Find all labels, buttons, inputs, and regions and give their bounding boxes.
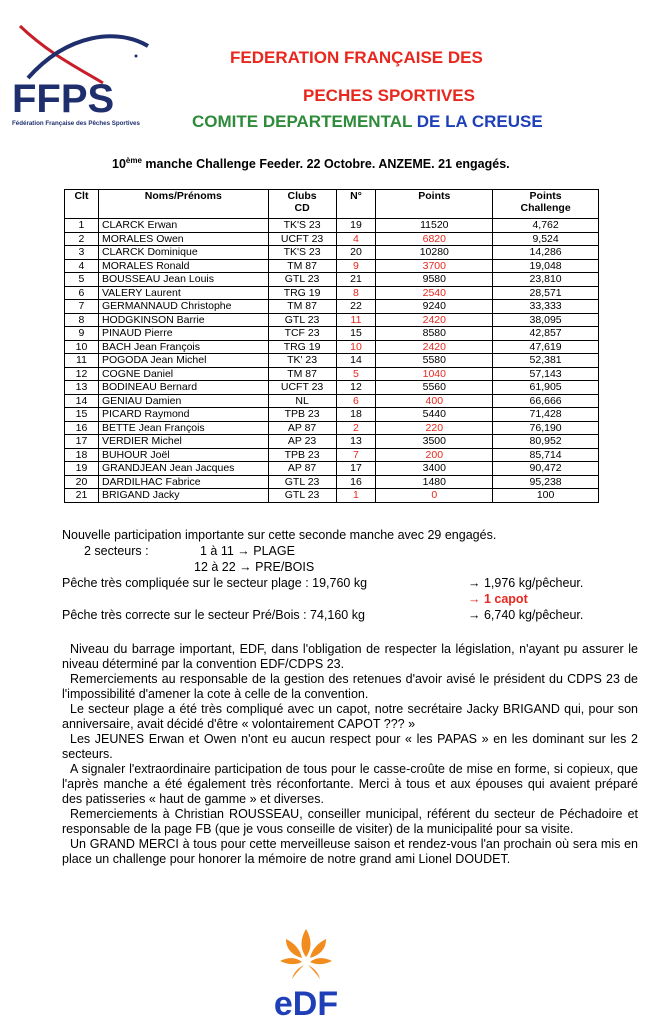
event-number-suffix: ème bbox=[125, 156, 142, 165]
challenge-cell: 9,524 bbox=[493, 232, 599, 246]
header-name: Noms/Prénoms bbox=[98, 190, 268, 219]
points-cell: 400 bbox=[376, 394, 493, 408]
name-cell: PINAUD Pierre bbox=[98, 327, 268, 341]
comite-title-blue: DE LA CREUSE bbox=[416, 112, 543, 131]
club-cell: TK'S 23 bbox=[268, 246, 336, 260]
points-cell: 1040 bbox=[376, 367, 493, 381]
number-cell: 19 bbox=[336, 219, 376, 233]
table-row bbox=[65, 475, 599, 489]
table-row bbox=[65, 273, 599, 287]
table-row bbox=[65, 367, 599, 381]
points-cell: 2420 bbox=[376, 340, 493, 354]
table-row bbox=[65, 232, 599, 246]
federation-title-line1: FEDERATION FRANÇAISE DES bbox=[230, 48, 483, 67]
challenge-cell: 100 bbox=[493, 489, 599, 503]
table-row bbox=[65, 286, 599, 300]
points-cell: 200 bbox=[376, 448, 493, 462]
number-cell: 8 bbox=[336, 286, 376, 300]
paragraph: Remerciements à Christian ROUSSEAU, conseiller municipal, référent du secteur de Péchadoire et responsable de la page FB (que je vous conseille de visiter) de la municipalité pour sa visite. bbox=[62, 807, 638, 836]
points-cell: 3500 bbox=[376, 435, 493, 449]
rank-cell: 8 bbox=[65, 313, 99, 327]
number-cell: 20 bbox=[336, 246, 376, 260]
summary-prebois-average: → 6,740 kg/pêcheur. bbox=[468, 608, 584, 622]
challenge-cell: 71,428 bbox=[493, 408, 599, 422]
number-cell: 18 bbox=[336, 408, 376, 422]
summary-plage-average: → 1,976 kg/pêcheur. bbox=[468, 576, 584, 590]
challenge-cell: 85,714 bbox=[493, 448, 599, 462]
challenge-cell: 95,238 bbox=[493, 475, 599, 489]
summary-sector-plage: 1 à 11 → PLAGE bbox=[200, 544, 295, 558]
rank-cell: 1 bbox=[65, 219, 99, 233]
summary-participation: Nouvelle participation importante sur cette seconde manche avec 29 engagés. bbox=[62, 528, 497, 542]
rank-cell: 7 bbox=[65, 300, 99, 314]
table-row bbox=[65, 300, 599, 314]
challenge-cell: 33,333 bbox=[493, 300, 599, 314]
challenge-cell: 19,048 bbox=[493, 259, 599, 273]
number-cell: 13 bbox=[336, 435, 376, 449]
challenge-cell: 38,095 bbox=[493, 313, 599, 327]
number-cell: 22 bbox=[336, 300, 376, 314]
name-cell: VERDIER Michel bbox=[98, 435, 268, 449]
number-cell: 1 bbox=[336, 489, 376, 503]
number-cell: 21 bbox=[336, 273, 376, 287]
club-cell: TK' 23 bbox=[268, 354, 336, 368]
club-cell: TRG 19 bbox=[268, 286, 336, 300]
table-row bbox=[65, 259, 599, 273]
name-cell: DARDILHAC Fabrice bbox=[98, 475, 268, 489]
rank-cell: 14 bbox=[65, 394, 99, 408]
challenge-cell: 66,666 bbox=[493, 394, 599, 408]
club-cell: UCFT 23 bbox=[268, 232, 336, 246]
federation-title-line2: PECHES SPORTIVES bbox=[303, 86, 475, 105]
club-cell: TCF 23 bbox=[268, 327, 336, 341]
paragraph: Les JEUNES Erwan et Owen n'ont eu aucun respect pour « les PAPAS » en les dominant sur les 2 secteurs. bbox=[62, 732, 638, 761]
points-cell: 8580 bbox=[376, 327, 493, 341]
club-cell: TM 87 bbox=[268, 259, 336, 273]
points-cell: 3400 bbox=[376, 462, 493, 476]
header-club: Clubs CD bbox=[268, 190, 336, 219]
challenge-cell: 28,571 bbox=[493, 286, 599, 300]
summary-plage-weight: Pêche très compliquée sur le secteur plage : 19,760 kg bbox=[62, 576, 368, 590]
club-cell: UCFT 23 bbox=[268, 381, 336, 395]
paragraph: Le secteur plage a été très compliqué avec un capot, notre secrétaire Jacky BRIGAND qui, pour son anniversaire, avait décidé d'être « volontairement CAPOT ??? » bbox=[62, 702, 638, 731]
event-description: manche Challenge Feeder. 22 Octobre. ANZEME. 21 engagés. bbox=[141, 157, 510, 172]
rank-cell: 16 bbox=[65, 421, 99, 435]
number-cell: 4 bbox=[336, 232, 376, 246]
points-cell: 6820 bbox=[376, 232, 493, 246]
name-cell: COGNE Daniel bbox=[98, 367, 268, 381]
points-cell: 5560 bbox=[376, 381, 493, 395]
rank-cell: 2 bbox=[65, 232, 99, 246]
summary-prebois-weight: Pêche très correcte sur le secteur Pré/Bois : 74,160 kg bbox=[62, 608, 365, 622]
rank-cell: 10 bbox=[65, 340, 99, 354]
name-cell: CLARCK Erwan bbox=[98, 219, 268, 233]
edf-logo bbox=[256, 925, 356, 1020]
table-row bbox=[65, 448, 599, 462]
table-row bbox=[65, 462, 599, 476]
name-cell: POGODA Jean Michel bbox=[98, 354, 268, 368]
header-number: N° bbox=[336, 190, 376, 219]
club-cell: AP 87 bbox=[268, 462, 336, 476]
rank-cell: 18 bbox=[65, 448, 99, 462]
challenge-cell: 4,762 bbox=[493, 219, 599, 233]
points-cell: 3700 bbox=[376, 259, 493, 273]
number-cell: 6 bbox=[336, 394, 376, 408]
club-cell: TRG 19 bbox=[268, 340, 336, 354]
ffps-logo bbox=[8, 8, 158, 128]
table-row bbox=[65, 408, 599, 422]
name-cell: CLARCK Dominique bbox=[98, 246, 268, 260]
number-cell: 17 bbox=[336, 462, 376, 476]
rank-cell: 15 bbox=[65, 408, 99, 422]
name-cell: GERMANNAUD Christophe bbox=[98, 300, 268, 314]
event-subtitle bbox=[112, 156, 510, 171]
number-cell: 9 bbox=[336, 259, 376, 273]
header-challenge: Points Challenge bbox=[493, 190, 599, 219]
club-cell: AP 87 bbox=[268, 421, 336, 435]
rank-cell: 20 bbox=[65, 475, 99, 489]
name-cell: GENIAU Damien bbox=[98, 394, 268, 408]
points-cell: 2420 bbox=[376, 313, 493, 327]
name-cell: BETTE Jean François bbox=[98, 421, 268, 435]
points-cell: 10280 bbox=[376, 246, 493, 260]
club-cell: TPB 23 bbox=[268, 448, 336, 462]
name-cell: MORALES Ronald bbox=[98, 259, 268, 273]
name-cell: HODGKINSON Barrie bbox=[98, 313, 268, 327]
club-cell: GTL 23 bbox=[268, 273, 336, 287]
number-cell: 16 bbox=[336, 475, 376, 489]
club-cell: GTL 23 bbox=[268, 475, 336, 489]
club-cell: GTL 23 bbox=[268, 313, 336, 327]
name-cell: VALERY Laurent bbox=[98, 286, 268, 300]
challenge-cell: 47,619 bbox=[493, 340, 599, 354]
club-cell: TPB 23 bbox=[268, 408, 336, 422]
club-cell: AP 23 bbox=[268, 435, 336, 449]
number-cell: 2 bbox=[336, 421, 376, 435]
table-row bbox=[65, 313, 599, 327]
rank-cell: 11 bbox=[65, 354, 99, 368]
summary-sector-prebois: 12 à 22 → PRE/BOIS bbox=[194, 560, 315, 574]
name-cell: BUHOUR Joël bbox=[98, 448, 268, 462]
number-cell: 14 bbox=[336, 354, 376, 368]
name-cell: GRANDJEAN Jean Jacques bbox=[98, 462, 268, 476]
rank-cell: 5 bbox=[65, 273, 99, 287]
paragraph: A signaler l'extraordinaire participation de tous pour le casse-croûte de mise en forme, si copieux, que l'après manche a été également très réconfortante. Merci à tous et aux épouses qui avaient préparé des patisseries « haut de gamme » et diverses. bbox=[62, 762, 638, 806]
challenge-cell: 76,190 bbox=[493, 421, 599, 435]
header-points: Points bbox=[376, 190, 493, 219]
table-row bbox=[65, 435, 599, 449]
table-row bbox=[65, 421, 599, 435]
challenge-cell: 61,905 bbox=[493, 381, 599, 395]
points-cell: 9240 bbox=[376, 300, 493, 314]
challenge-cell: 80,952 bbox=[493, 435, 599, 449]
name-cell: BODINEAU Bernard bbox=[98, 381, 268, 395]
results-body bbox=[65, 219, 599, 503]
table-row bbox=[65, 219, 599, 233]
rank-cell: 17 bbox=[65, 435, 99, 449]
number-cell: 5 bbox=[336, 367, 376, 381]
table-row bbox=[65, 327, 599, 341]
event-number: 10 bbox=[112, 157, 126, 172]
rank-cell: 4 bbox=[65, 259, 99, 273]
number-cell: 11 bbox=[336, 313, 376, 327]
results-table bbox=[64, 189, 599, 503]
points-cell: 9580 bbox=[376, 273, 493, 287]
challenge-cell: 90,472 bbox=[493, 462, 599, 476]
points-cell: 220 bbox=[376, 421, 493, 435]
rank-cell: 19 bbox=[65, 462, 99, 476]
rank-cell: 3 bbox=[65, 246, 99, 260]
number-cell: 7 bbox=[336, 448, 376, 462]
rank-cell: 9 bbox=[65, 327, 99, 341]
points-cell: 11520 bbox=[376, 219, 493, 233]
name-cell: BACH Jean François bbox=[98, 340, 268, 354]
comite-title bbox=[192, 112, 543, 132]
number-cell: 15 bbox=[336, 327, 376, 341]
points-cell: 1480 bbox=[376, 475, 493, 489]
paragraph: Un GRAND MERCI à tous pour cette merveilleuse saison et rendez-vous l'an prochain où sera mis en place un challenge pour honorer la mémoire de notre grand ami Lionel DOUDET. bbox=[62, 837, 638, 866]
number-cell: 12 bbox=[336, 381, 376, 395]
table-row bbox=[65, 354, 599, 368]
comite-title-green: COMITE DEPARTEMENTAL bbox=[192, 112, 417, 131]
number-cell: 10 bbox=[336, 340, 376, 354]
report-text bbox=[62, 642, 638, 867]
club-cell: TK'S 23 bbox=[268, 219, 336, 233]
table-row bbox=[65, 381, 599, 395]
table-row bbox=[65, 489, 599, 503]
points-cell: 5580 bbox=[376, 354, 493, 368]
points-cell: 0 bbox=[376, 489, 493, 503]
points-cell: 5440 bbox=[376, 408, 493, 422]
name-cell: MORALES Owen bbox=[98, 232, 268, 246]
table-header-row bbox=[65, 190, 599, 219]
table-row bbox=[65, 394, 599, 408]
summary-sectors-label: 2 secteurs : bbox=[84, 544, 149, 558]
paragraph: Remerciements au responsable de la gestion des retenues d'avoir avisé le président du CDPS 23 de l'impossibilité d'amener la cote à celle de la convention. bbox=[62, 672, 638, 701]
paragraph: Niveau du barrage important, EDF, dans l'obligation de respecter la législation, n'ayant pu assurer le niveau déterminé par la convention EDF/CDPS 23. bbox=[62, 642, 638, 671]
logo-subtext: Fédération Française des Pêches Sportives bbox=[12, 120, 140, 127]
challenge-cell: 14,286 bbox=[493, 246, 599, 260]
rank-cell: 12 bbox=[65, 367, 99, 381]
club-cell: TM 87 bbox=[268, 300, 336, 314]
table-row bbox=[65, 340, 599, 354]
club-cell: GTL 23 bbox=[268, 489, 336, 503]
header-rank: Clt bbox=[65, 190, 99, 219]
table-row bbox=[65, 246, 599, 260]
challenge-cell: 57,143 bbox=[493, 367, 599, 381]
name-cell: BOUSSEAU Jean Louis bbox=[98, 273, 268, 287]
challenge-cell: 52,381 bbox=[493, 354, 599, 368]
summary-capot: → 1 capot bbox=[468, 592, 528, 606]
name-cell: BRIGAND Jacky bbox=[98, 489, 268, 503]
challenge-cell: 42,857 bbox=[493, 327, 599, 341]
club-cell: NL bbox=[268, 394, 336, 408]
edf-logo-text: eDF bbox=[273, 985, 339, 1020]
challenge-cell: 23,810 bbox=[493, 273, 599, 287]
club-cell: TM 87 bbox=[268, 367, 336, 381]
logo-text: FFPS bbox=[12, 77, 115, 121]
rank-cell: 21 bbox=[65, 489, 99, 503]
name-cell: PICARD Raymond bbox=[98, 408, 268, 422]
rank-cell: 13 bbox=[65, 381, 99, 395]
points-cell: 2540 bbox=[376, 286, 493, 300]
rank-cell: 6 bbox=[65, 286, 99, 300]
